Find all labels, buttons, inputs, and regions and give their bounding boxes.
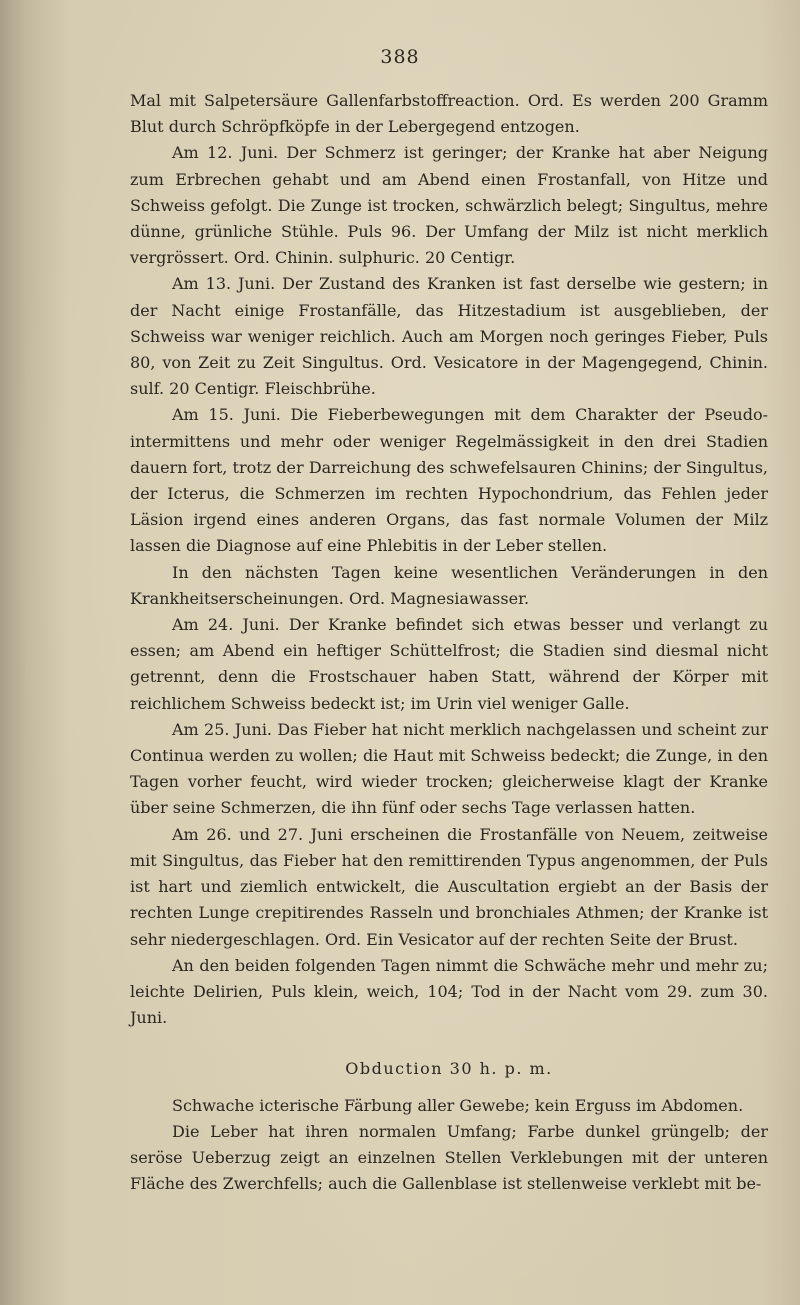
page-number: 388	[380, 46, 420, 68]
paragraph-june-13: Am 13. Juni. Der Zustand des Kranken ist fast derselbe wie gestern; in der Nacht einige Frostanfälle, das Hitzestadium ist ausgeblieben, der Schweiss war weniger reichlich. Auch am Morgen noch geringes Fieber, Puls 80, von Zeit zu Zeit Singultus. Ord. Vesicatore in der Magengegend, Chinin. sulf. 20 Centigr. Fleischbrühe.	[130, 274, 768, 399]
paragraph-june-26-27: Am 26. und 27. Juni erscheinen die Frostanfälle von Neuem, zeitweise mit Singultus, das Fieber hat den remittirenden Typus angenommen, der Puls ist hart und ziemlich entwickelt, die Auscultation ergiebt an der Basis der rechten Lunge crepitirendes Rasseln und bronchiales Athmen; der Kranke ist sehr niedergeschlagen. Ord. Ein Vesicator auf der rechten Seite der Brust.	[130, 824, 768, 949]
paragraph-june-25: Am 25. Juni. Das Fieber hat nicht merklich nachgelassen und scheint zur Continua werden zu wollen; die Haut mit Schweiss bedeckt; die Zunge, in den Tagen vorher feucht, wird wieder trocken; gleicherweise klagt der Kranke über seine Schmerzen, die ihn fünf oder sechs Tage verlassen hatten.	[130, 719, 768, 818]
paragraph-june-24: Am 24. Juni. Der Kranke befindet sich etwas besser und verlangt zu essen; am Abend ein heftiger Schüttelfrost; die Stadien sind diesmal nicht getrennt, denn die Frostschauer haben Statt, während der Körper mit reichlichem Schweiss bedeckt ist; im Urin viel weniger Galle.	[130, 615, 768, 713]
paragraph-obduction-general: Schwache icterische Färbung aller Gewebe; kein Erguss im Abdomen.	[172, 1095, 744, 1115]
paragraph-following-days: An den beiden folgenden Tagen nimmt die Schwäche mehr und mehr zu; leichte Delirien, Puls klein, weich, 104; Tod in der Nacht vom 29. zum 30. Juni.	[130, 955, 768, 1028]
paragraph-continuation: Mal mit Salpetersäure Gallenfarbstoffreaction. Ord. Es werden 200 Gramm Blut durch Schröpfköpfe in der Lebergegend entzogen.	[130, 91, 768, 137]
paragraph-next-days: In den nächsten Tagen keine wesentlichen Veränderungen in den Krankheitserscheinungen. Ord. Magnesiawasser.	[130, 562, 768, 608]
body-text	[130, 88, 768, 1197]
section-heading: Obduction 30 h. p. m.	[345, 1059, 553, 1079]
paragraph-june-15: Am 15. Juni. Die Fieberbewegungen mit dem Charakter der Pseudo-intermittens und mehr oder weniger Regelmässigkeit in den drei Stadien dauern fort, trotz der Darreichung des schwefelsauren Chinins; der Singultus, der Icterus, die Schmerzen im rechten Hypochondrium, das Fehlen jeder Läsion irgend eines anderen Organs, das fast normale Volumen der Milz lassen die Diagnose auf eine Phlebitis in der Leber stellen.	[130, 405, 768, 556]
paragraph-june-12: Am 12. Juni. Der Schmerz ist geringer; der Kranke hat aber Neigung zum Erbrechen gehabt und am Abend einen Frostanfall, von Hitze und Schweiss gefolgt. Die Zunge ist trocken, schwärzlich belegt; Singultus, mehre dünne, grünliche Stühle. Puls 96. Der Umfang der Milz ist nicht merklich vergrössert. Ord. Chinin. sulphuric. 20 Centigr.	[130, 143, 768, 268]
paragraph-obduction-liver: Die Leber hat ihren normalen Umfang; Farbe dunkel grüngelb; der seröse Ueberzug zeigt an einzelnen Stellen Verklebungen mit der unteren Fläche des Zwerchfells; auch die Gallenblase ist stellenweise verklebt mit be-	[130, 1121, 768, 1194]
